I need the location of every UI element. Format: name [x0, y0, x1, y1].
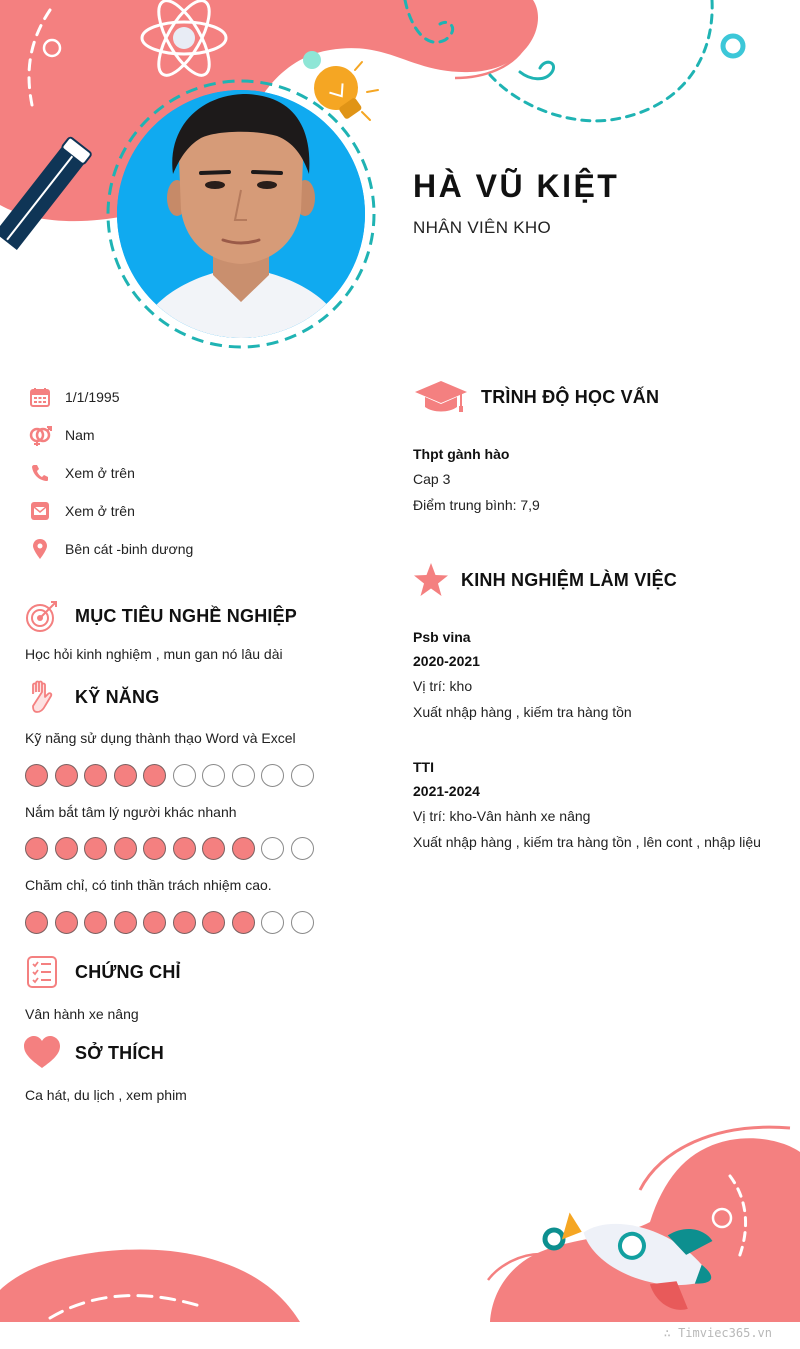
rating-dot-empty — [291, 764, 314, 787]
objective-text: Học hỏi kinh nghiệm , mun gan nó lâu dài — [25, 646, 283, 662]
watermark-text: Timviec365.vn — [678, 1326, 772, 1340]
graduation-cap-icon — [413, 377, 469, 417]
hobbies-text: Ca hát, du lịch , xem phim — [25, 1087, 187, 1103]
contact-birthdate — [28, 384, 120, 410]
rating-dot-empty — [261, 764, 284, 787]
rating-dot-filled — [143, 837, 166, 860]
rating-dot-filled — [114, 837, 137, 860]
email-icon — [28, 499, 52, 523]
education-header — [413, 377, 659, 417]
gender-icon — [28, 423, 52, 447]
job-description: Xuất nhập hàng , kiếm tra hàng tồn , lên cont , nhập liệu — [413, 834, 761, 850]
education-school: Thpt gành hào — [413, 446, 510, 462]
rating-dot-filled — [55, 764, 78, 787]
location-pin-icon — [28, 537, 52, 561]
job-period: 2020-2021 — [413, 653, 480, 669]
rating-dot-filled — [25, 764, 48, 787]
experience-title: KINH NGHIỆM LÀM VIỆC — [461, 569, 678, 590]
rating-dot-empty — [261, 837, 284, 860]
rating-dot-filled — [25, 837, 48, 860]
rating-dot-filled — [202, 911, 225, 934]
birthdate-value: 1/1/1995 — [65, 389, 120, 405]
rating-dot-filled — [25, 911, 48, 934]
target-icon — [22, 596, 62, 636]
objective-title: MỤC TIÊU NGHỀ NGHIỆP — [75, 605, 298, 626]
skill-rating — [25, 764, 314, 787]
hand-icon — [22, 677, 62, 717]
skill-label: Kỹ năng sử dụng thành thạo Word và Excel — [25, 730, 296, 746]
job-company: Psb vina — [413, 629, 471, 645]
education-level: Cap 3 — [413, 471, 451, 487]
job-period: 2021-2024 — [413, 783, 480, 799]
rating-dot-filled — [84, 764, 107, 787]
skills-header — [22, 677, 159, 717]
education-gpa: Điểm trung bình: 7,9 — [413, 497, 540, 513]
rating-dot-filled — [173, 911, 196, 934]
skill-label: Chăm chỉ, có tinh thần trách nhiệm cao. — [25, 877, 272, 893]
address-value: Bên cát -binh dương — [65, 541, 194, 557]
certificates-text: Vân hành xe nâng — [25, 1006, 139, 1022]
rating-dot-filled — [232, 837, 255, 860]
contact-address — [28, 536, 194, 562]
rating-dot-filled — [55, 911, 78, 934]
checklist-icon — [22, 952, 62, 992]
contact-phone — [28, 460, 135, 486]
phone-value: Xem ở trên — [65, 465, 135, 481]
experience-header — [413, 560, 677, 600]
email-value: Xem ở trên — [65, 503, 135, 519]
job-position: Vị trí: kho — [413, 678, 473, 694]
bottom-left-blob — [0, 1249, 300, 1322]
skill-rating — [25, 911, 314, 934]
certificates-title: CHỨNG CHỈ — [75, 961, 181, 982]
candidate-name: HÀ VŨ KIỆT — [413, 168, 620, 204]
phone-icon — [28, 461, 52, 485]
rating-dot-empty — [202, 764, 225, 787]
rating-dot-filled — [173, 837, 196, 860]
profile-photo — [117, 90, 365, 338]
rating-dot-filled — [232, 911, 255, 934]
heart-icon — [22, 1033, 62, 1073]
rating-dot-empty — [291, 837, 314, 860]
contact-email — [28, 498, 135, 524]
hobbies-title: SỞ THÍCH — [75, 1042, 164, 1063]
rating-dot-filled — [84, 837, 107, 860]
rating-dot-filled — [143, 764, 166, 787]
rating-dot-filled — [55, 837, 78, 860]
objective-header — [22, 596, 297, 636]
rating-dot-empty — [261, 911, 284, 934]
job-position: Vị trí: kho-Vân hành xe nâng — [413, 808, 591, 824]
skill-rating — [25, 837, 314, 860]
rating-dot-filled — [84, 911, 107, 934]
rating-dot-empty — [291, 911, 314, 934]
job-company: TTI — [413, 759, 434, 775]
calendar-icon — [28, 385, 52, 409]
rating-dot-filled — [114, 911, 137, 934]
skills-title: KỸ NĂNG — [75, 686, 160, 707]
contact-gender — [28, 422, 95, 448]
star-icon — [413, 560, 449, 600]
education-title: TRÌNH ĐỘ HỌC VẤN — [481, 386, 660, 407]
rating-dot-filled — [114, 764, 137, 787]
rating-dot-empty — [232, 764, 255, 787]
hobbies-header — [22, 1033, 164, 1073]
certificates-header — [22, 952, 181, 992]
job-description: Xuất nhập hàng , kiếm tra hàng tồn — [413, 704, 632, 720]
job-title: NHÂN VIÊN KHO — [413, 218, 552, 237]
rating-dot-filled — [143, 911, 166, 934]
rating-dot-filled — [202, 837, 225, 860]
skill-label: Nắm bắt tâm lý người khác nhanh — [25, 804, 237, 820]
watermark: ∴ Timviec365.vn — [663, 1326, 772, 1340]
rating-dot-empty — [173, 764, 196, 787]
gender-value: Nam — [65, 427, 95, 443]
